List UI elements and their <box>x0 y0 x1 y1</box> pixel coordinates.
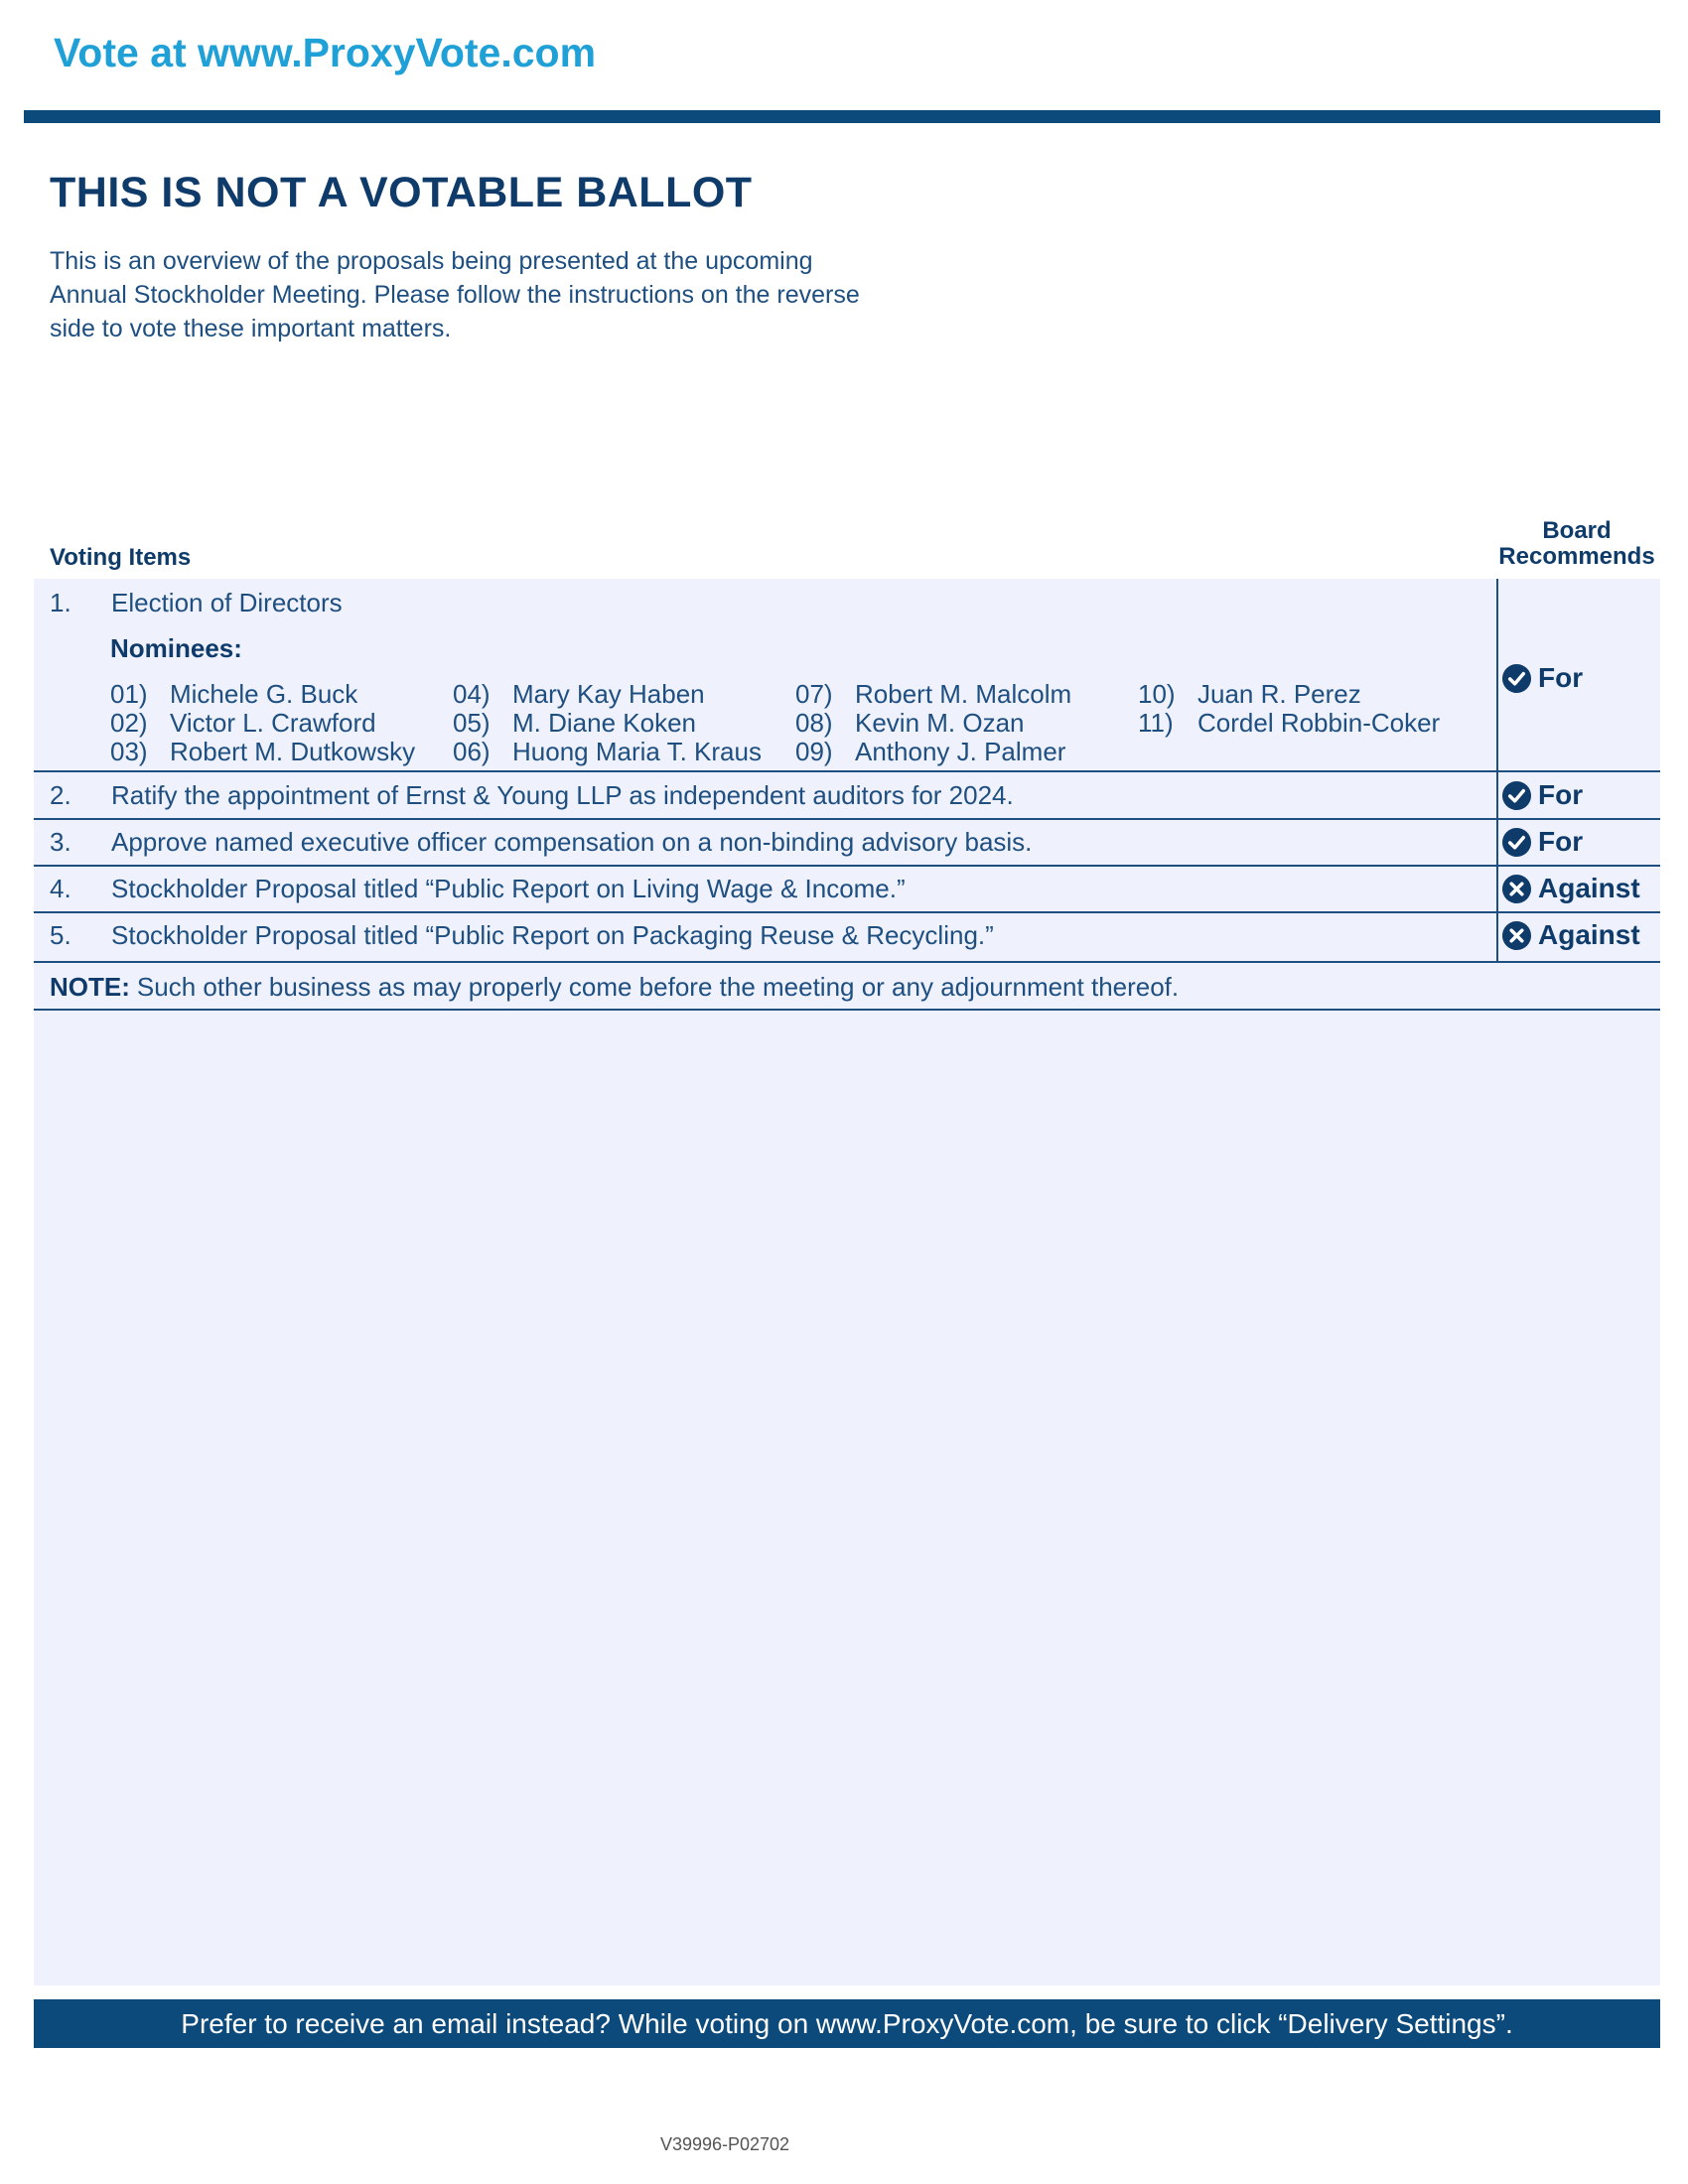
nominee-code: 11) <box>1138 708 1174 738</box>
board-header-line2: Recommends <box>1498 543 1655 570</box>
nominee-name: Huong Maria T. Kraus <box>512 737 762 766</box>
nominee-item <box>453 708 795 737</box>
item-text: Ratify the appointment of Ernst & Young LLP as independent auditors for 2024. <box>111 779 1014 810</box>
board-recommends-header <box>1487 518 1666 570</box>
nominee-code: 08) <box>795 708 833 738</box>
page-title: THIS IS NOT A VOTABLE BALLOT <box>50 169 753 216</box>
voting-item-2 <box>50 775 1014 815</box>
voting-item-4 <box>50 869 906 908</box>
job-code: V39996-P02702 <box>659 2134 790 2154</box>
nominee-item <box>1138 679 1480 708</box>
nominee-name: M. Diane Koken <box>512 708 696 738</box>
recommendation-item-2 <box>1501 775 1583 815</box>
nominee-item <box>110 708 453 737</box>
item-text: Approve named executive officer compensation on a non-binding advisory basis. <box>111 826 1033 857</box>
item-number: 2. <box>50 779 71 810</box>
item-number: 4. <box>50 873 71 903</box>
row-divider <box>34 911 1660 913</box>
note-label: NOTE: <box>50 971 130 1002</box>
row-divider <box>34 1009 1660 1011</box>
note-text: Such other business as may properly come before the meeting or any adjournment thereof. <box>136 971 1180 1002</box>
nominee-code: 02) <box>110 708 148 738</box>
nominee-item <box>1138 708 1480 737</box>
nominee-code: 01) <box>110 679 148 709</box>
nominee-name: Kevin M. Ozan <box>855 708 1025 738</box>
nominee-code: 05) <box>453 708 491 738</box>
nominee-item <box>110 737 453 765</box>
nominee-name: Cordel Robbin-Coker <box>1197 708 1441 738</box>
recommendation-item-3 <box>1501 822 1583 862</box>
voting-item-1 <box>50 583 343 622</box>
nominee-name: Robert M. Dutkowsky <box>170 737 416 766</box>
recommendation-label: Against <box>1538 919 1640 950</box>
recommendation-label: For <box>1538 826 1584 857</box>
recommendation-label: For <box>1538 779 1584 810</box>
x-circle-icon <box>1501 920 1532 951</box>
item-text: Stockholder Proposal titled “Public Report on Living Wage & Income.” <box>111 873 906 903</box>
nominee-item <box>453 737 795 765</box>
nominee-name: Juan R. Perez <box>1197 679 1361 709</box>
recommendation-item-1 <box>1501 658 1583 698</box>
row-divider <box>34 865 1660 867</box>
note-row <box>50 967 1179 1007</box>
x-circle-icon <box>1501 874 1532 904</box>
vote-url-heading: Vote at www.ProxyVote.com <box>54 30 597 75</box>
nominee-name: Victor L. Crawford <box>170 708 376 738</box>
nominee-list <box>110 679 1480 765</box>
nominee-name: Anthony J. Palmer <box>855 737 1066 766</box>
check-circle-icon <box>1501 780 1532 811</box>
nominee-code: 10) <box>1138 679 1176 709</box>
intro-paragraph: This is an overview of the proposals being presented at the upcoming Annual Stockholder Meeting. Please follow the instructions on the reverse side to vote these important matters. <box>50 247 860 342</box>
nominee-item <box>453 679 795 708</box>
item-number: 1. <box>50 587 71 617</box>
row-divider <box>34 818 1660 820</box>
recommendation-label: For <box>1538 662 1584 693</box>
nominee-item <box>110 679 453 708</box>
nominees-label: Nominees: <box>110 633 242 663</box>
nominee-item <box>795 708 1138 737</box>
item-number: 3. <box>50 826 71 857</box>
voting-items-header: Voting Items <box>50 544 192 571</box>
nominee-code: 04) <box>453 679 491 709</box>
nominee-name: Michele G. Buck <box>170 679 358 709</box>
row-divider <box>34 961 1660 963</box>
nominee-item <box>795 737 1138 765</box>
voting-item-5 <box>50 915 994 955</box>
recommendation-label: Against <box>1538 873 1640 903</box>
nominee-name: Robert M. Malcolm <box>855 679 1072 709</box>
recommendation-item-4 <box>1501 869 1640 908</box>
board-header-line1: Board <box>1542 517 1612 544</box>
nominee-item <box>795 679 1138 708</box>
nominee-name: Mary Kay Haben <box>512 679 705 709</box>
email-delivery-banner: Prefer to receive an email instead? While voting on www.ProxyVote.com, be sure to click “Delivery Settings”. <box>34 1999 1660 2048</box>
nominee-code: 03) <box>110 737 148 766</box>
check-circle-icon <box>1501 827 1532 858</box>
check-circle-icon <box>1501 663 1532 694</box>
voting-item-3 <box>50 822 1032 862</box>
item-number: 5. <box>50 919 71 950</box>
nominee-code: 07) <box>795 679 833 709</box>
nominee-code: 06) <box>453 737 491 766</box>
top-rule <box>24 110 1660 123</box>
nominee-code: 09) <box>795 737 833 766</box>
item-text: Election of Directors <box>111 587 343 617</box>
recommendation-item-5 <box>1501 915 1640 955</box>
item-text: Stockholder Proposal titled “Public Report on Packaging Reuse & Recycling.” <box>111 919 994 950</box>
row-divider <box>34 770 1660 772</box>
